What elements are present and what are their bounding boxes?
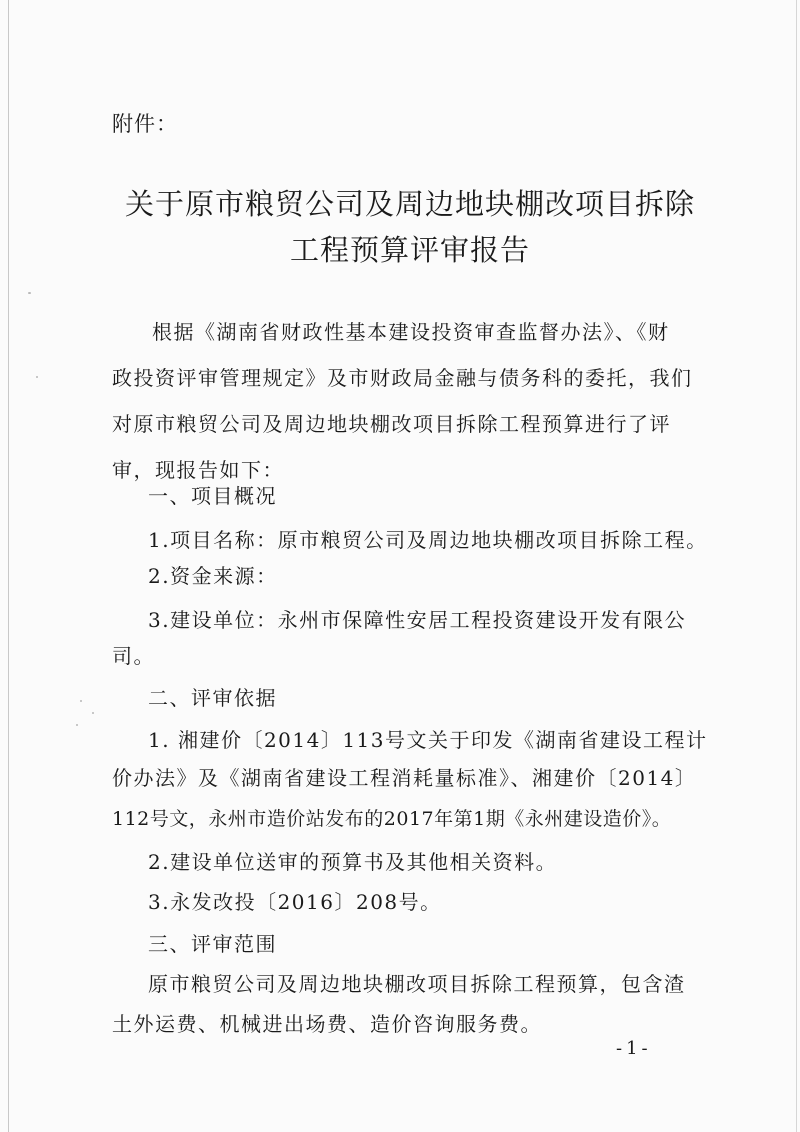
intro-line-3: 对原市粮贸公司及周边地块棚改项目拆除工程预算进行了评: [112, 412, 671, 436]
section3-heading: 三、评审范围: [148, 932, 277, 956]
intro-line-2: 政投资评审管理规定》及市财政局金融与债务科的委托，我们: [112, 366, 693, 390]
section2-item: 价办法》及《湖南省建设工程消耗量标准》、湘建价〔2014〕: [112, 766, 697, 790]
document-title-line2: 工程预算评审报告: [289, 233, 530, 267]
intro-line-4: 审，现报告如下：: [112, 458, 284, 482]
section2-heading: 二、评审依据: [148, 686, 277, 710]
section1-item: 3.建设单位：永州市保障性安居工程投资建设开发有限公: [148, 608, 687, 632]
scan-speck: [76, 724, 78, 726]
section2-item: 3.永发改投〔2016〕208号。: [148, 890, 442, 914]
section1-item: 司。: [112, 644, 155, 668]
section1-item: 2.资金来源：: [148, 564, 278, 588]
section1-item: 1.项目名称：原市粮贸公司及周边地块棚改项目拆除工程。: [148, 528, 708, 552]
document-title-line1: 关于原市粮贸公司及周边地块棚改项目拆除: [124, 187, 695, 221]
scan-speck: [80, 700, 82, 702]
scan-speck: [28, 292, 31, 294]
section2-item: 1. 湘建价〔2014〕113号文关于印发《湖南省建设工程计: [148, 728, 708, 752]
scan-speck: [36, 376, 38, 378]
page-number: -1-: [616, 1038, 652, 1059]
section3-item: 原市粮贸公司及周边地块棚改项目拆除工程预算，包含渣: [148, 972, 686, 996]
section3-item: 土外运费、机械进出场费、造价咨询服务费。: [112, 1012, 542, 1036]
section1-heading: 一、项目概况: [148, 484, 277, 508]
section2-item: 2.建设单位送审的预算书及其他相关资料。: [148, 850, 558, 874]
attachment-label: 附件：: [112, 112, 178, 136]
scan-edge-left: [8, 0, 9, 1132]
scan-speck: [92, 712, 94, 714]
intro-line-1: 根据《湖南省财政性基本建设投资审查监督办法》、《财: [152, 320, 670, 344]
section2-item: 112号文，永州市造价站发布的2017年第1期《永州建设造价》。: [112, 808, 672, 830]
scan-edge-right: [796, 0, 797, 1132]
